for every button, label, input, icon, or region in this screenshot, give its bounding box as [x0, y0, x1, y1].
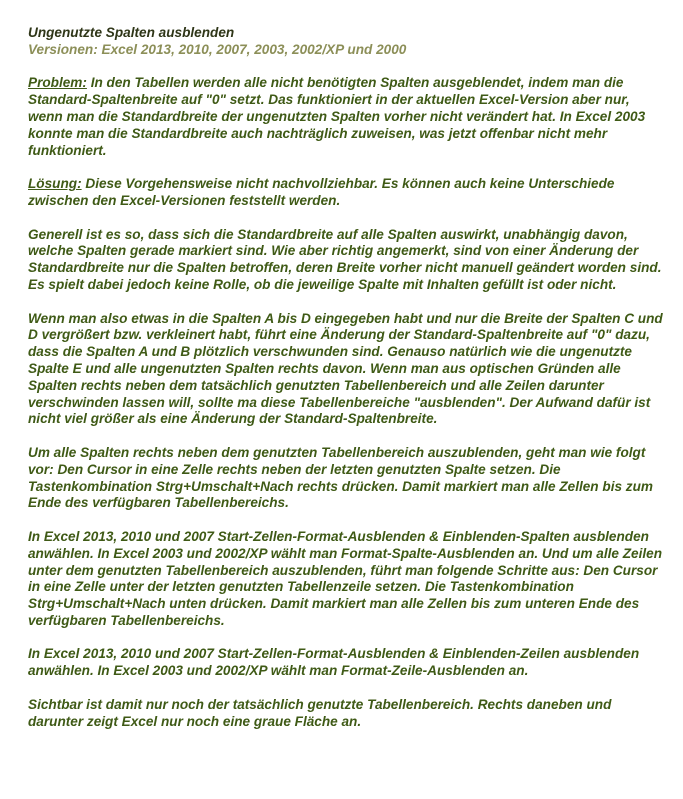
paragraph-hide-columns-steps: Um alle Spalten rechts neben dem genutzten Tabellenbereich auszublenden, geht man wie folgt vor: Den Cursor in eine Zelle rechts neben der letzten genutzten Spalte setzen. Die Tastenkombination Strg+Umschalt+Nach rechts drücken. Damit markiert man alle Zellen bis zum Ende des verfügbaren Tabellenbereichs.	[28, 444, 653, 511]
spacer	[28, 210, 668, 227]
versions-line: Versionen: Excel 2013, 2010, 2007, 2003, 2002/XP und 2000	[28, 41, 407, 57]
spacer	[28, 630, 668, 647]
paragraph-hide-rows-menu: In Excel 2013, 2010 und 2007 Start-Zellen-Format-Ausblenden & Einblenden-Zeilen ausblenden anwählen. In Excel 2003 und 2002/XP wählt man Format-Zeile-Ausblenden an.	[28, 646, 640, 679]
paragraph-hide-columns-menu: In Excel 2013, 2010 und 2007 Start-Zellen-Format-Ausblenden & Einblenden-Spalten ausblenden anwählen. In Excel 2003 und 2002/XP wählt man Format-Spalte-Ausblenden an. Und um alle Zeilen unter dem genutzten Tabellenbereich auszublenden, führt man folgende Schritte aus: Den Cursor in eine Zelle unter der letzten genutzten Tabellenzeile setzen. Die Tastenkombination Strg+Umschalt+Nach unten drücken. Damit markiert man alle Zellen bis zum unteren Ende des verfügbaren Tabellenbereichs.	[28, 528, 663, 628]
spacer	[28, 59, 668, 76]
solution-paragraph	[28, 176, 668, 210]
spacer	[28, 159, 668, 176]
problem-label: Problem:	[28, 75, 87, 91]
problem-text: In den Tabellen werden alle nicht benötigten Spalten ausgeblendet, indem man die Standard-Spaltenbreite auf "0" setzt. Das funktioniert in der aktuellen Excel-Version aber nur, wenn man die Standardbreite der ungenutzten Spalten vorher nicht verändert hat. In Excel 2003 konnte man die Standardbreite auch nachträglich zuweisen, was jetzt offenbar nicht mehr funktioniert.	[28, 75, 646, 158]
page-title: Ungenutzte Spalten ausblenden	[28, 25, 235, 40]
spacer	[28, 680, 668, 697]
paragraph-general: Generell ist es so, dass sich die Standardbreite auf alle Spalten auswirkt, unabhängig davon, welche Spalten gerade markiert sind. Wie aber richtig angemerkt, sind von einer Änderung der Standardbreite nur die Spalten betroffen, deren Breite vorher nicht manuell geändert worden sind. Es spielt dabei jedoch keine Rolle, ob die jeweilige Spalte mit Inhalten gefüllt ist oder nicht.	[28, 226, 662, 292]
spacer	[28, 294, 668, 311]
spacer	[28, 428, 668, 445]
problem-paragraph	[28, 75, 668, 159]
paragraph-result: Sichtbar ist damit nur noch der tatsächlich genutzte Tabellenbereich. Rechts daneben und darunter zeigt Excel nur noch eine graue Fläche an.	[28, 696, 612, 729]
solution-text: Diese Vorgehensweise nicht nachvollziehbar. Es können auch keine Unterschiede zwischen den Excel-Versionen feststellt werden.	[28, 176, 615, 208]
paragraph-columns-example: Wenn man also etwas in die Spalten A bis D eingegeben habt und nur die Breite der Spalten C und D vergrößert bzw. verkleinert habt, führt eine Änderung der Standard-Spaltenbreite auf "0" dazu, dass die Spalten A und B plötzlich verschwunden sind. Genauso natürlich wie die ungenutzte Spalte E und alle ungenutzten Spalten rechts davon. Wenn man aus optischen Gründen alle Spalten rechts neben dem tatsächlich genutzten Tabellenbereich und alle Zeilen darunter verschwinden lassen will, sollte ma diese Tabellenbereiche "ausblenden". Der Aufwand dafür ist nicht viel größer als eine Änderung der Standard-Spaltenbreite.	[28, 310, 663, 427]
document-body	[28, 25, 668, 730]
solution-label: Lösung:	[28, 176, 82, 192]
spacer	[28, 512, 668, 529]
